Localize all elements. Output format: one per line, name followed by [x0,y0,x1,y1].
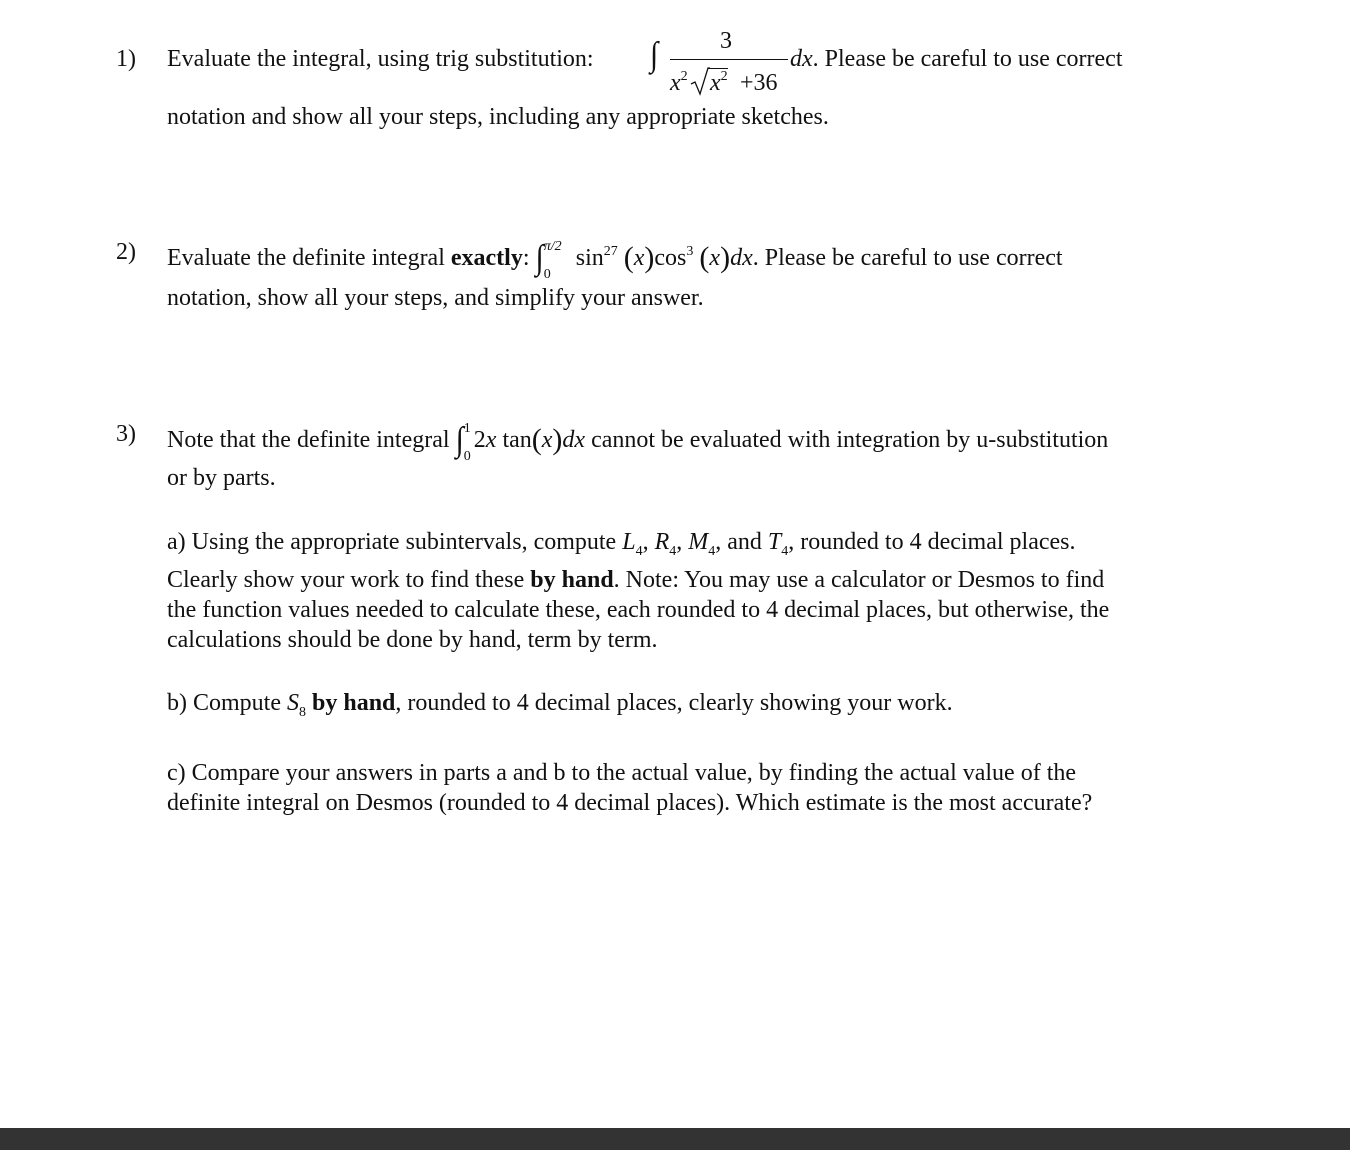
question-2-line-2: notation, show all your steps, and simplify your answer. [167,285,704,311]
question-3-line-2: or by parts. [167,465,276,491]
question-1-tail: dx. Please be careful to use correct [790,46,1123,72]
question-1-line-2: notation and show all your steps, including any appropriate sketches. [167,104,829,130]
question-1-lead: Evaluate the integral, using trig substitution: [167,46,594,72]
radicand: $x^2$ [710,69,728,96]
fraction-bar [670,59,788,60]
part-a-line-4: calculations should be done by hand, term by term. [167,627,658,653]
question-1-line-1 [167,46,594,74]
part-a-line-2: Clearly show your work to find these by hand. Note: You may use a calculator or Desmos to find [167,567,1105,593]
question-1-number: 1) [116,46,136,72]
part-b-line: b) Compute $S_8$ by hand, rounded to 4 decimal places, clearly showing your work. [167,690,953,720]
part-c-line-1: c) Compare your answers in parts a and b to the actual value, by finding the actual value of the [167,760,1077,786]
part-a-line-3: the function values needed to calculate these, each rounded to 4 decimal places, but otherwise, the [167,597,1110,623]
radicand-constant: +36 [740,70,778,96]
fraction-numerator: 3 [720,28,732,54]
fraction-denominator: $x^2$ [670,69,688,96]
integral-sign-icon: ∫ [535,238,544,277]
question-3-number: 3) [116,421,136,447]
question-2-line-1: Evaluate the definite integral exactly: ∫ π/2 0 $\sin^{27} (x)\cos^3$ (x)dx. Please be careful to use correct [167,238,1063,282]
square-root-icon [690,66,710,96]
part-c-line-2: definite integral on Desmos (rounded to 4 decimal places). Which estimate is the most accurate? [167,790,1093,816]
question-1-fraction [668,26,790,106]
integral-sign-icon: ∫ [650,35,659,74]
integral-sign-icon: ∫ [455,420,464,459]
bottom-scroll-bar [0,1128,1350,1150]
question-3-line-1: Note that the definite integral ∫ 1 0 2x tan(x)dx cannot be evaluated with integration by u-substitution [167,420,1109,464]
question-2-number: 2) [116,239,136,265]
part-a-line-1: a) Using the appropriate subintervals, compute $L_4$, $R_4$, $M_4$, and $T_4$, rounded to 4 decimal places. [167,529,1076,559]
